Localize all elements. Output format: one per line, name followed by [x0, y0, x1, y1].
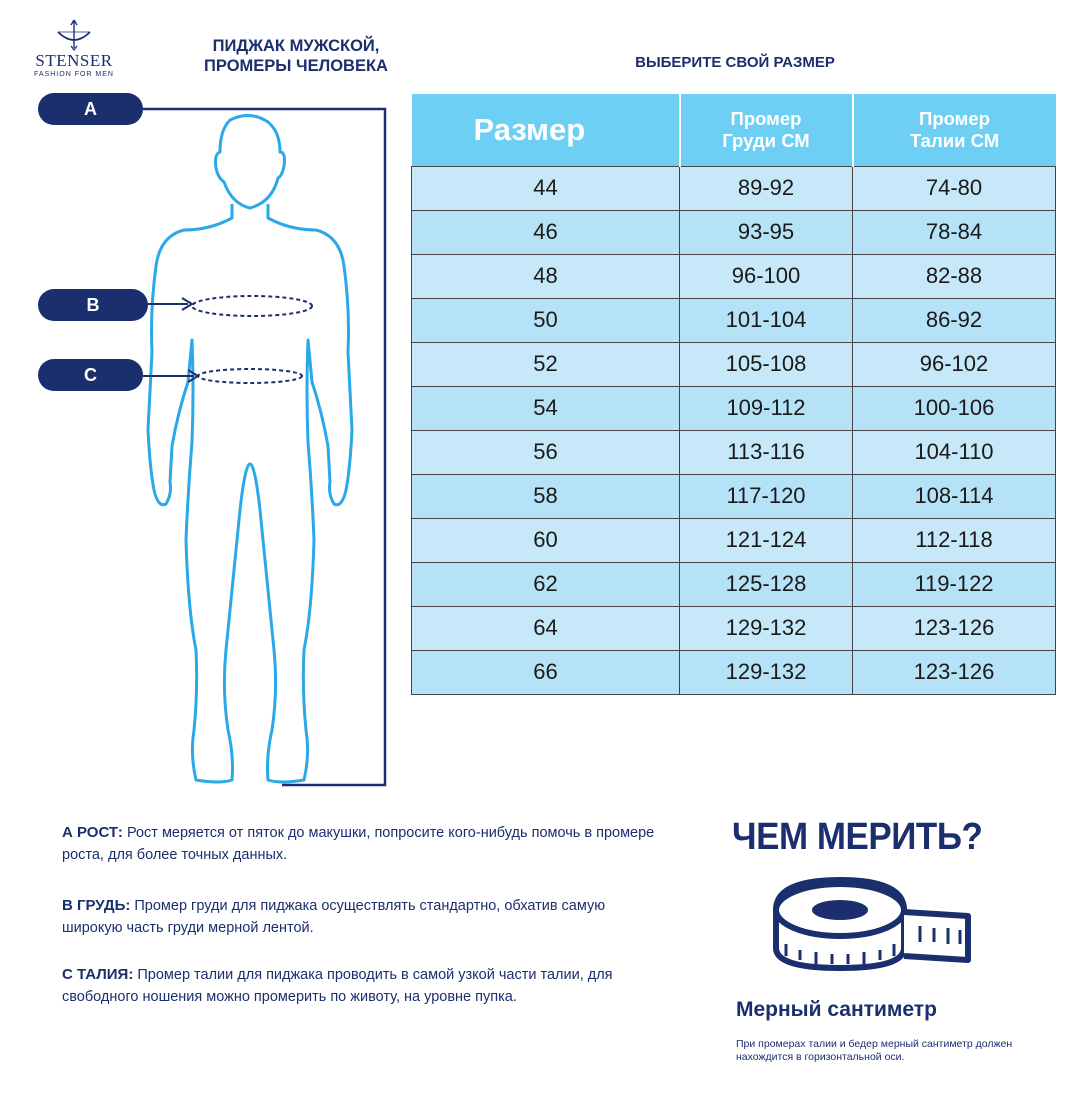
table-row — [412, 254, 1056, 298]
note-height-text: Рост меряется от пяток до макушки, попросите кого-нибудь помочь в промере роста, для более точных данных. — [62, 825, 655, 863]
size-cell: 62 — [412, 562, 680, 606]
chest-cell: 89-92 — [680, 166, 853, 210]
marker-a-height: A — [38, 93, 143, 125]
waist-cell: 96-102 — [853, 342, 1056, 386]
waist-cell: 123-126 — [853, 606, 1056, 650]
waist-cell: 104-110 — [853, 430, 1056, 474]
chest-cell: 113-116 — [680, 430, 853, 474]
bow-arrow-icon — [54, 18, 94, 52]
header-chest — [680, 94, 853, 166]
brand-name: STENSER — [35, 51, 113, 70]
chest-cell: 109-112 — [680, 386, 853, 430]
size-chart-title: ВЫБЕРИТЕ СВОЙ РАЗМЕР — [635, 54, 835, 71]
waist-cell: 123-126 — [853, 650, 1056, 694]
table-row — [412, 166, 1056, 210]
waist-cell: 78-84 — [853, 210, 1056, 254]
size-cell: 56 — [412, 430, 680, 474]
size-cell: 46 — [412, 210, 680, 254]
size-cell: 64 — [412, 606, 680, 650]
tool-question: ЧЕМ МЕРИТЬ? — [732, 816, 983, 858]
table-row — [412, 386, 1056, 430]
header-waist — [853, 94, 1056, 166]
waist-cell: 119-122 — [853, 562, 1056, 606]
chest-cell: 121-124 — [680, 518, 853, 562]
note-waist-text: Промер талии для пиджака проводить в самой узкой части талии, для свободного ношения можно промерить по животу, на уровне пупка. — [62, 967, 613, 1005]
tool-note: При промерах талии и бедер мерный сантиметр должен нахождится в горизонтальной оси. — [736, 1038, 1013, 1063]
size-table — [411, 94, 1056, 695]
note-height-label: А РОСТ: — [62, 824, 123, 841]
note-chest-label: В ГРУДЬ: — [62, 897, 131, 914]
chest-cell: 96-100 — [680, 254, 853, 298]
table-row — [412, 342, 1056, 386]
brand-tagline: FASHION FOR MEN — [34, 71, 114, 78]
brand-logo — [22, 18, 126, 84]
table-row — [412, 518, 1056, 562]
page-title-line2: ПРОМЕРЫ ЧЕЛОВЕКА — [204, 57, 388, 75]
height-bracket-line — [143, 109, 385, 785]
size-cell: 66 — [412, 650, 680, 694]
size-cell: 50 — [412, 298, 680, 342]
chest-cell: 105-108 — [680, 342, 853, 386]
size-cell: 60 — [412, 518, 680, 562]
table-row — [412, 210, 1056, 254]
chest-cell: 101-104 — [680, 298, 853, 342]
waist-cell: 86-92 — [853, 298, 1056, 342]
header-size: Размер — [412, 94, 680, 166]
chest-cell: 125-128 — [680, 562, 853, 606]
waist-cell: 82-88 — [853, 254, 1056, 298]
size-cell: 52 — [412, 342, 680, 386]
chest-measure-line — [192, 296, 312, 316]
note-chest-text: Промер груди для пиджака осуществлять стандартно, обхатив самую широкую часть груди мерной лентой. — [62, 898, 606, 936]
table-header-row — [412, 94, 1056, 166]
note-waist — [62, 964, 662, 1008]
size-cell: 54 — [412, 386, 680, 430]
body-outline — [148, 115, 352, 782]
tool-name: Мерный сантиметр — [736, 998, 937, 1021]
note-chest — [62, 895, 662, 939]
marker-b-chest: B — [38, 289, 148, 321]
header-chest-line2: Груди СМ — [722, 129, 810, 151]
chest-cell: 129-132 — [680, 606, 853, 650]
header-waist-line2: Талии СМ — [909, 129, 1000, 151]
waist-cell: 74-80 — [853, 166, 1056, 210]
table-row — [412, 650, 1056, 694]
table-row — [412, 298, 1056, 342]
chest-cell: 93-95 — [680, 210, 853, 254]
waist-cell: 108-114 — [853, 474, 1056, 518]
table-row — [412, 562, 1056, 606]
table-row — [412, 474, 1056, 518]
human-figure-diagram — [0, 90, 400, 800]
waist-cell: 100-106 — [853, 386, 1056, 430]
size-cell: 44 — [412, 166, 680, 210]
marker-c-waist: C — [38, 359, 143, 391]
chest-cell: 117-120 — [680, 474, 853, 518]
waist-cell: 112-118 — [853, 518, 1056, 562]
page-title — [176, 36, 416, 76]
measuring-tape-icon — [770, 872, 976, 972]
chest-cell: 129-132 — [680, 650, 853, 694]
waist-measure-line — [198, 369, 302, 383]
header-chest-line1: Промер — [730, 107, 802, 129]
note-height — [62, 822, 662, 866]
note-waist-label: С ТАЛИЯ: — [62, 966, 134, 983]
size-cell: 58 — [412, 474, 680, 518]
table-row — [412, 606, 1056, 650]
header-waist-line1: Промер — [919, 107, 990, 129]
table-row — [412, 430, 1056, 474]
page-title-line1: ПИДЖАК МУЖСКОЙ, — [212, 37, 380, 55]
size-cell: 48 — [412, 254, 680, 298]
